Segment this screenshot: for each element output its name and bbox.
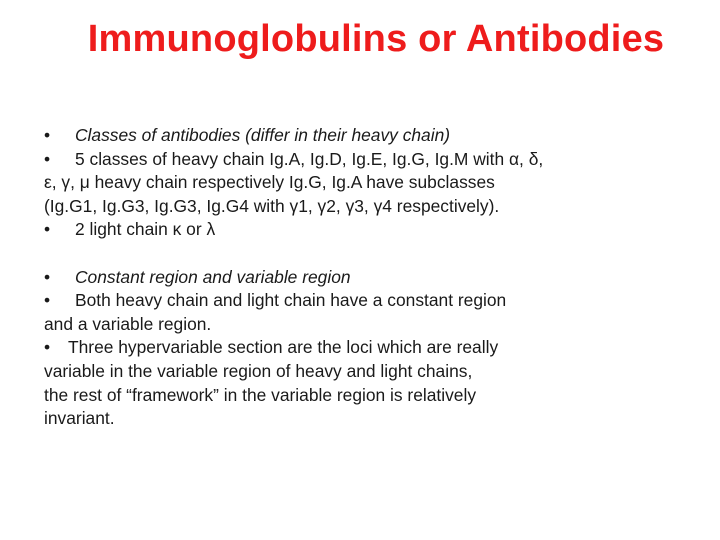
section1-point1-line1 bbox=[44, 148, 684, 172]
section2-heading: Constant region and variable region bbox=[75, 266, 351, 287]
section2-point1-text: Both heavy chain and light chain have a constant region bbox=[75, 290, 507, 311]
section2-heading-line bbox=[44, 266, 684, 290]
section1-heading-line bbox=[44, 124, 684, 148]
section1-point1-line2: ε, γ, μ heavy chain respectively Ig.G, Ig.A have subclasses bbox=[44, 172, 495, 193]
bullet-icon: • bbox=[44, 266, 51, 287]
section2-point2-text: Three hypervariable section are the loci which are really bbox=[68, 337, 499, 358]
section1-point1-line3: (Ig.G1, Ig.G3, Ig.G3, Ig.G4 with γ1, γ2, γ3, γ4 respectively). bbox=[44, 195, 500, 216]
slide-body bbox=[44, 124, 684, 431]
bullet-icon: • bbox=[44, 290, 51, 311]
section1-point1-text: 5 classes of heavy chain Ig.A, Ig.D, Ig.E, Ig.G, Ig.M with α, δ, bbox=[75, 148, 544, 169]
section2-point2-line3: the rest of “framework” in the variable region is relatively bbox=[44, 384, 477, 405]
bullet-icon: • bbox=[44, 337, 51, 358]
section2-point2-line2: variable in the variable region of heavy and light chains, bbox=[44, 360, 473, 381]
bullet-icon: • bbox=[44, 219, 51, 240]
bullet-icon: • bbox=[44, 148, 51, 169]
section1-point2-text: 2 light chain κ or λ bbox=[75, 219, 216, 240]
section2-point1-line2: and a variable region. bbox=[44, 313, 212, 334]
section2-point2-line1 bbox=[44, 336, 684, 360]
section2-point2-line4: invariant. bbox=[44, 408, 115, 429]
section1-point2-line bbox=[44, 218, 684, 242]
section-spacer bbox=[44, 242, 684, 266]
section2-point1-line1 bbox=[44, 289, 684, 313]
slide-title: Immunoglobulins or Antibodies bbox=[87, 18, 665, 60]
section1-heading: Classes of antibodies (differ in their heavy chain) bbox=[75, 125, 451, 145]
bullet-icon: • bbox=[44, 125, 51, 145]
